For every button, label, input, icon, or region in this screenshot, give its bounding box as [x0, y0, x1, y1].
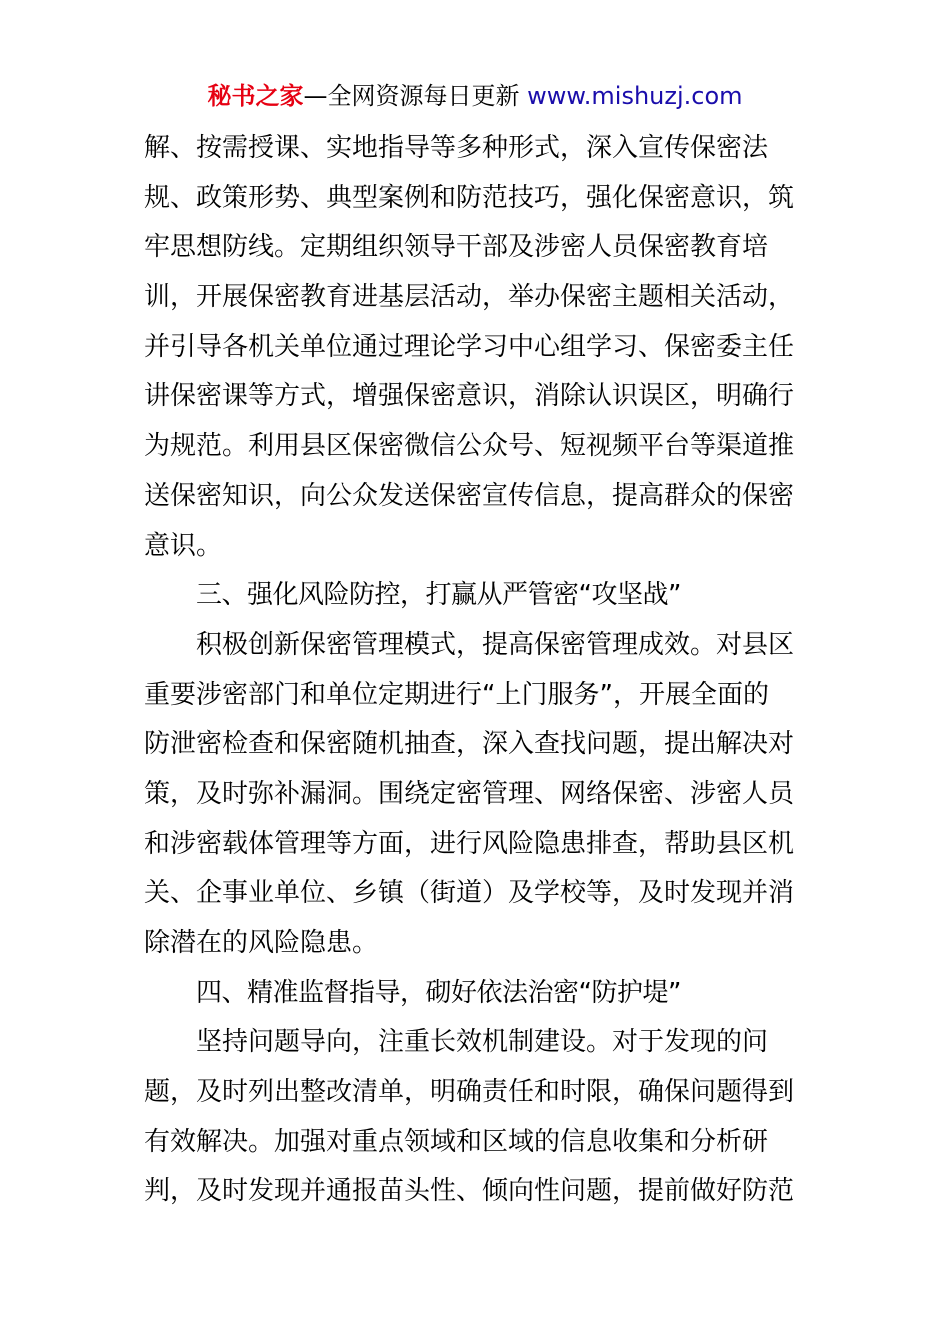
text-line: 解、按需授课、实地指导等多种形式，深入宣传保密法: [144, 133, 769, 163]
text-line: 坚持问题导向，注重长效机制建设。对于发现的问: [196, 1027, 769, 1058]
section-heading-3: 三、强化风险防控，打赢从严管密“攻坚战”: [196, 580, 681, 611]
text-line: 防泄密检查和保密随机抽查，深入查找问题，提出解决对: [144, 729, 795, 760]
text-line: 策，及时弥补漏洞。围绕定密管理、网络保密、涉密人员: [144, 778, 795, 809]
text-line: 送保密知识，向公众发送保密宣传信息，提高群众的保密: [144, 480, 795, 511]
document-body: [144, 124, 808, 1217]
site-url-link[interactable]: www.mishuzj.com: [527, 82, 743, 110]
text-line: 有效解决。加强对重点领域和区域的信息收集和分析研: [144, 1126, 769, 1157]
text-line: 判，及时发现并通报苗头性、倾向性问题，提前做好防范: [144, 1176, 795, 1207]
text-line: 牢思想防线。定期组织领导干部及涉密人员保密教育培: [144, 232, 769, 263]
text-line: 意识。: [144, 530, 223, 561]
text-line: 积极创新保密管理模式，提高保密管理成效。对县区: [196, 629, 795, 660]
text-line: 和涉密载体管理等方面，进行风险隐患排查，帮助县区机: [144, 828, 795, 859]
text-line: 为规范。利用县区保密微信公众号、短视频平台等渠道推: [144, 431, 795, 462]
site-tagline: —全网资源每日更新: [303, 82, 520, 110]
text-line: 讲保密课等方式，增强保密意识，消除认识误区，明确行: [144, 381, 795, 412]
text-line: 规、政策形势、典型案例和防范技巧，强化保密意识，筑: [144, 182, 795, 213]
text-line: 训，开展保密教育进基层活动，举办保密主题相关活动，: [144, 282, 795, 313]
section-heading-4: 四、精准监督指导，砌好依法治密“防护堤”: [196, 977, 681, 1008]
text-line: 并引导各机关单位通过理论学习中心组学习、保密委主任: [144, 331, 795, 362]
text-line: 题，及时列出整改清单，明确责任和时限，确保问题得到: [144, 1077, 795, 1108]
text-line: 关、企事业单位、乡镇（街道）及学校等，及时发现并消: [144, 878, 795, 909]
site-header: [0, 80, 950, 112]
text-line: 除潜在的风险隐患。: [144, 928, 379, 958]
site-brand: 秘书之家: [207, 82, 304, 110]
text-line: 重要涉密部门和单位定期进行“上门服务”，开展全面的: [144, 679, 769, 710]
